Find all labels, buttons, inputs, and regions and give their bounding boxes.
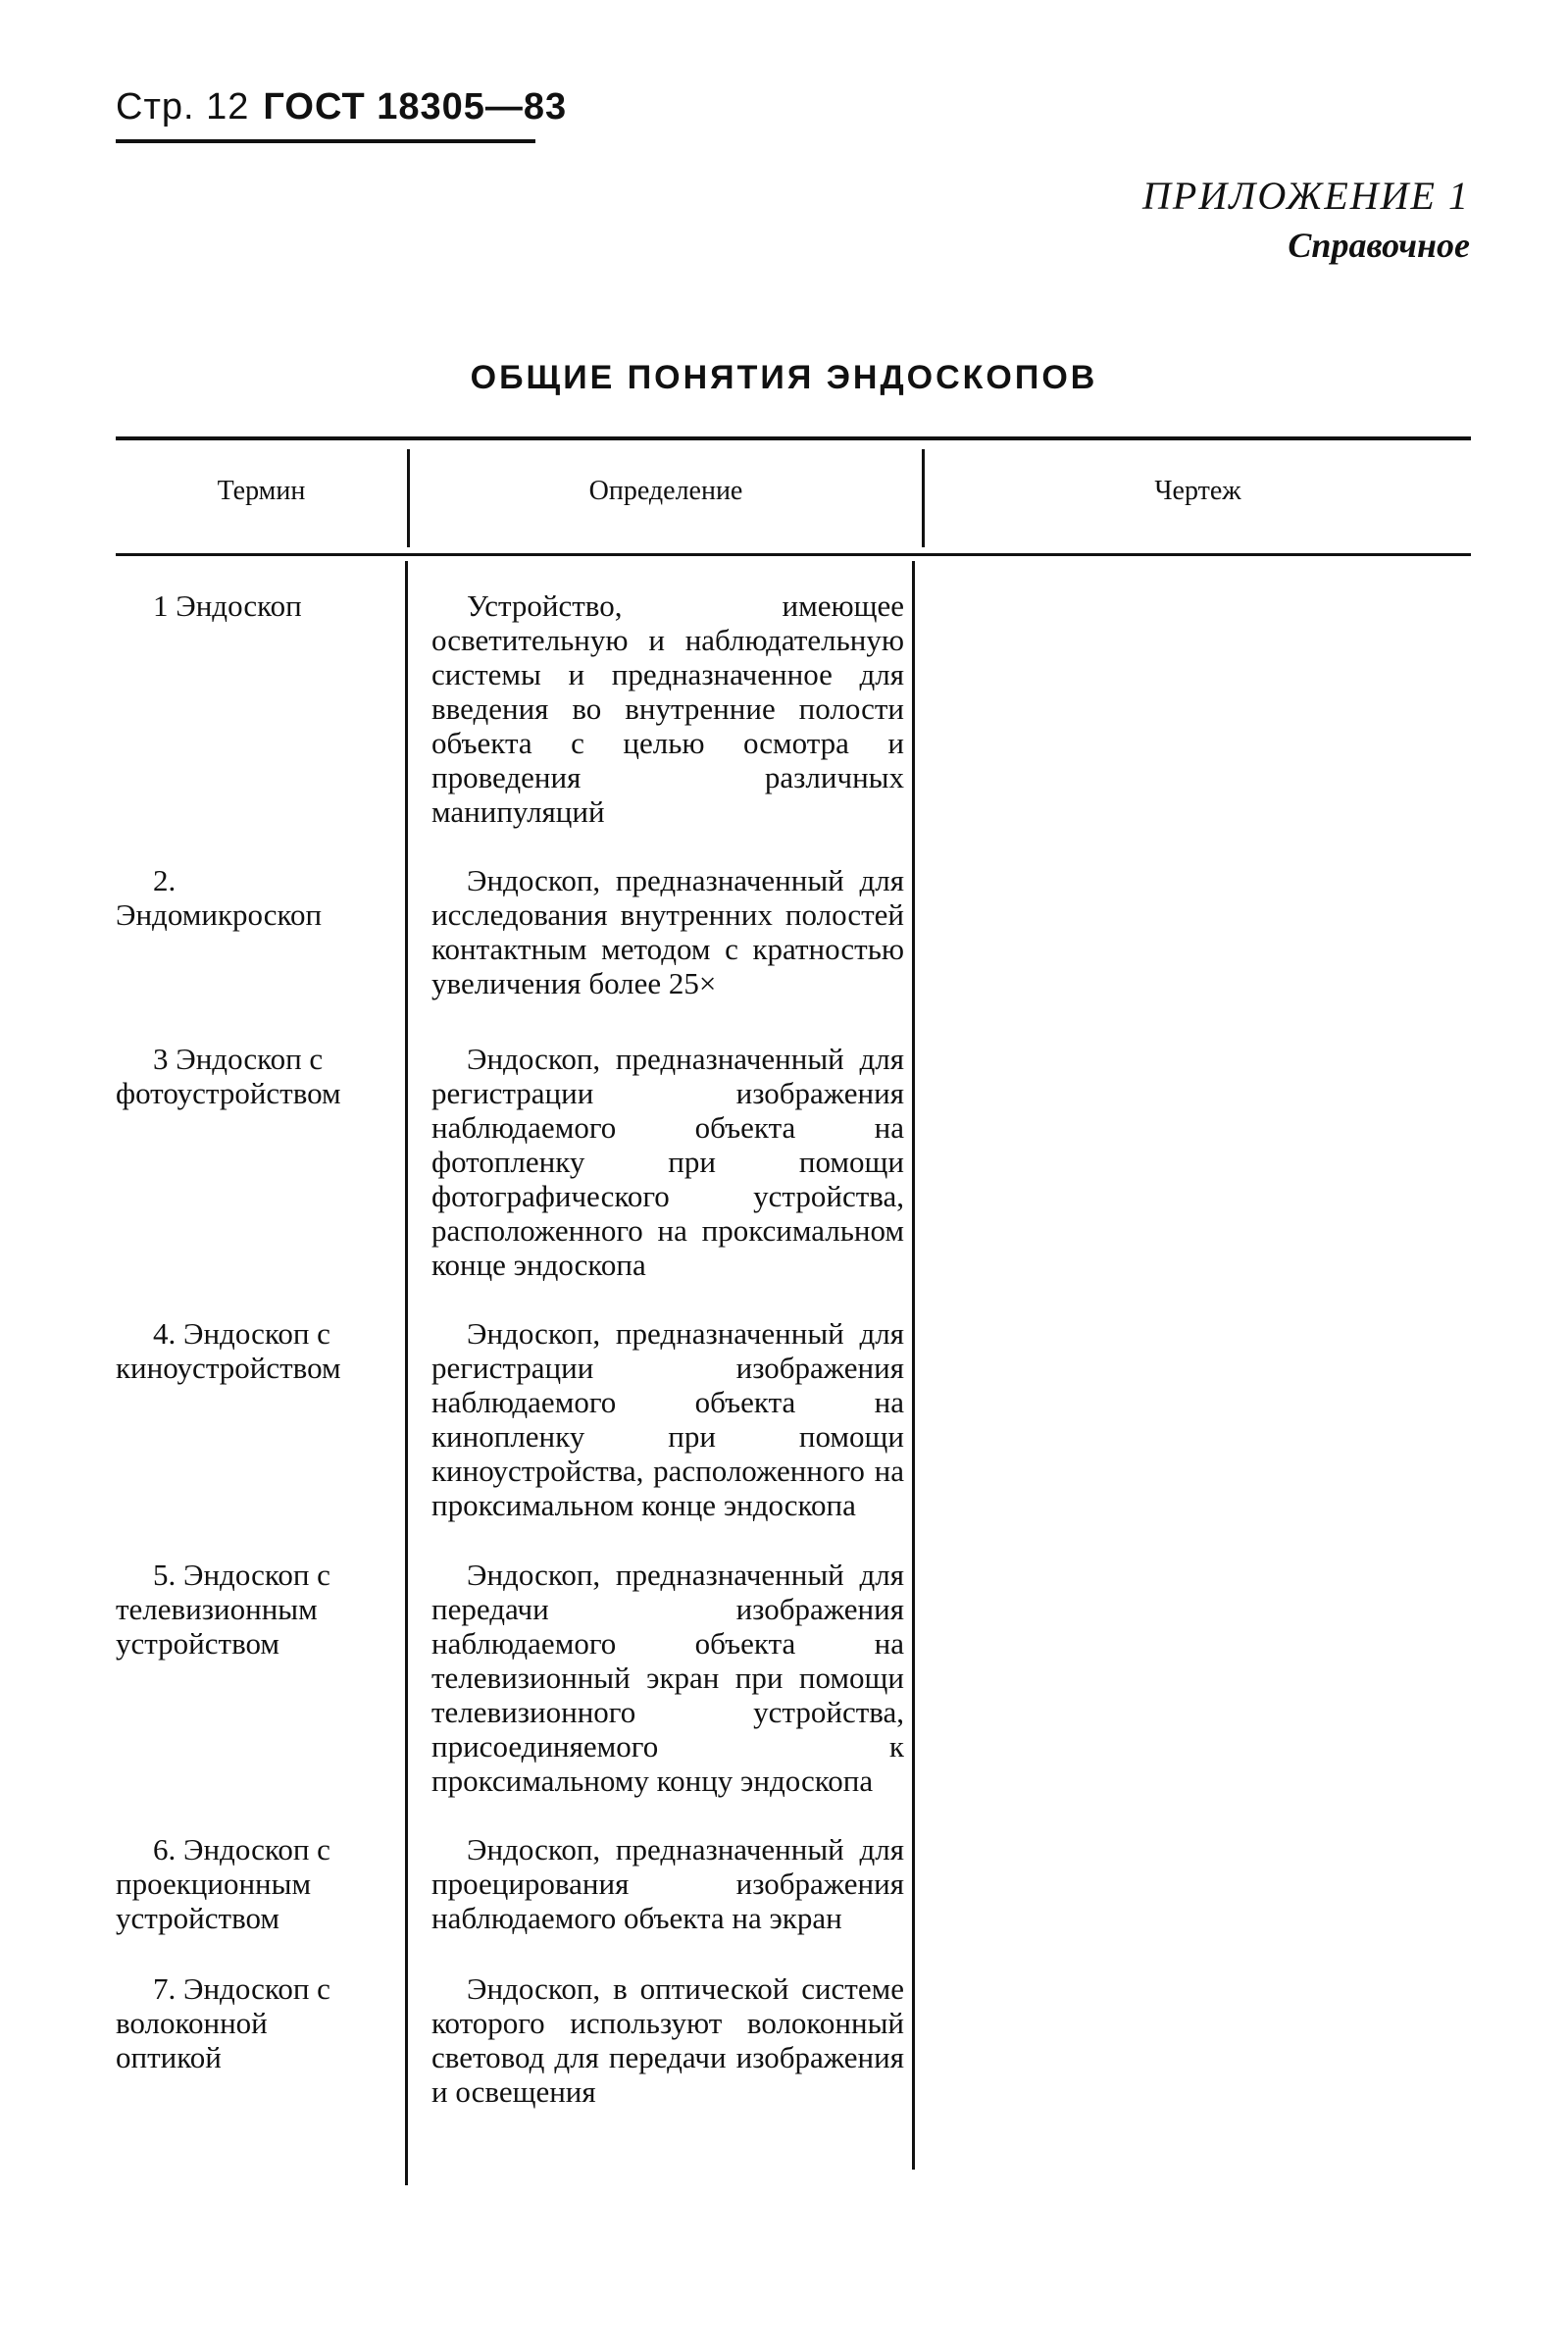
column-header-drawing: Чертеж [1154,476,1241,506]
term-cell: 1 Эндоскоп [153,588,302,623]
table-header-rule [116,553,1471,556]
term-cell: 7. Эндоскоп с волоконной оптикой [116,1971,330,2074]
term-cell: 2. Эндомикроскоп [116,863,323,932]
column-header-term: Термин [217,476,306,506]
column-divider [922,449,925,547]
table-top-rule [116,436,1471,440]
definition-cell: Эндоскоп, в оптической системе которого используют волоконный световод для передачи изображения и освещения [431,1971,904,2109]
column-divider [912,561,915,2170]
definition-cell: Эндоскоп, предназначенный для исследования внутренних полостей контактным методом с кратностью увеличения более 25× [431,863,904,1000]
standard-number: ГОСТ 18305—83 [263,86,568,128]
definition-cell: Эндоскоп, предназначенный для регистрации изображения наблюдаемого объекта на кинопленку при помощи киноустройства, расположенного на проксимальном конце эндоскопа [431,1316,904,1522]
definition-cell: Устройство, имеющее осветительную и наблюдательную системы и предназначенное для введения во внутренние полости объекта с целью осмотра и проведения различных манипуляций [431,588,904,829]
definition-cell: Эндоскоп, предназначенный для передачи изображения наблюдаемого объекта на телевизионный экран при помощи телевизионного устройства, присоединяемого к проксимальному концу эндоскопа [431,1558,904,1798]
column-divider [405,561,408,2185]
page-label: Стр. 12 [116,86,250,128]
definition-cell: Эндоскоп, предназначенный для проецирования изображения наблюдаемого объекта на экран [431,1832,904,1935]
column-header-definition: Определение [588,476,743,506]
appendix-block [1142,173,1470,266]
document-title: ОБЩИЕ ПОНЯТИЯ ЭНДОСКОПОВ [470,359,1098,396]
header-underline [116,139,535,143]
column-divider [407,449,410,547]
term-cell: 3 Эндоскоп с фотоустройством [116,1042,341,1110]
appendix-subtitle: Справочное [1288,226,1470,265]
page-header [116,86,567,128]
appendix-title: ПРИЛОЖЕНИЕ 1 [1142,174,1470,218]
definition-cell: Эндоскоп, предназначенный для регистрации изображения наблюдаемого объекта на фотопленку при помощи фотографического устройства, расположенного на проксимальном конце эндоскопа [431,1042,904,1282]
term-cell: 5. Эндоскоп с телевизионным устройством [116,1558,330,1661]
term-cell: 6. Эндоскоп с проекционным устройством [116,1832,330,1935]
term-cell: 4. Эндоскоп с киноустройством [116,1316,341,1385]
